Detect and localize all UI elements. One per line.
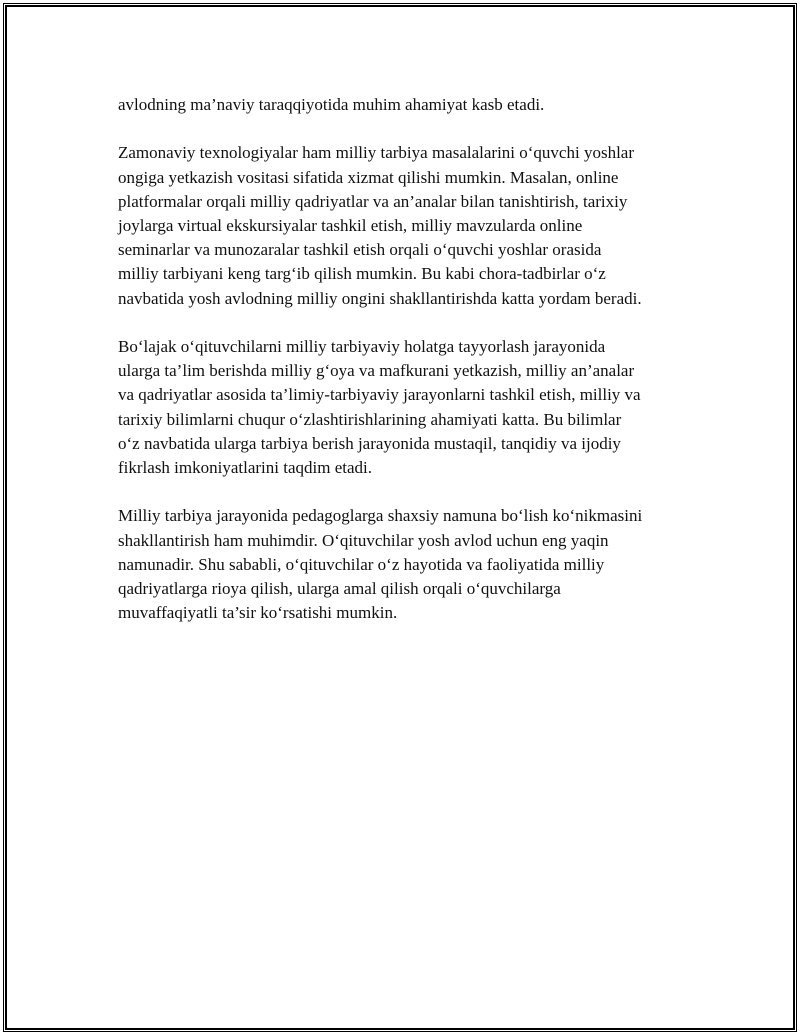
document-body (118, 93, 698, 650)
paragraph-2: Zamonaviy texnologiyalar ham milliy tarbiya masalalarini o‘quvchi yoshlar ongiga yetkazish vositasi sifatida xizmat qilishi mumkin. Masalan, online platformalar orqali milliy qadriyatlar va an’analar bilan tanishtirish, tarixiy joylarga virtual ekskursiyalar tashkil etish, milliy mavzularda online seminarlar va munozaralar tashkil etish orqali o‘quvchi yoshlar orasida milliy tarbiyani keng targ‘ib qilish mumkin. Bu kabi chora-tadbirlar o‘z navbatida yosh avlodning milliy ongini shakllantirishda katta yordam beradi. (118, 143, 642, 308)
paragraph-1: avlodning ma’naviy taraqqiyotida muhim ahamiyat kasb etadi. (118, 95, 545, 114)
paragraph-3: Bo‘lajak o‘qituvchilarni milliy tarbiyaviy holatga tayyorlash jarayonida ularga ta’lim berishda milliy g‘oya va mafkurani yetkazish, milliy an’analar va qadriyatlar asosida ta’limiy-tarbiyaviy jarayonlarni tashkil etish, milliy va tarixiy bilimlarni chuqur o‘zlashtirishlarining ahamiyati katta. Bu bilimlar o‘z navbatida ularga tarbiya berish jarayonida mustaqil, tanqidiy va ijodiy fikrlash imkoniyatlarini taqdim etadi. (118, 337, 641, 478)
paragraph-4: Milliy tarbiya jarayonida pedagoglarga shaxsiy namuna bo‘lish ko‘nikmasini shakllantirish ham muhimdir. O‘qituvchilar yosh avlod uchun eng yaqin namunadir. Shu sababli, o‘qituvchilar o‘z hayotida va faoliyatida milliy qadriyatlarga rioya qilish, ularga amal qilish orqali o‘quvchilarga muvaffaqiyatli ta’sir ko‘rsatishi mumkin. (118, 506, 643, 623)
